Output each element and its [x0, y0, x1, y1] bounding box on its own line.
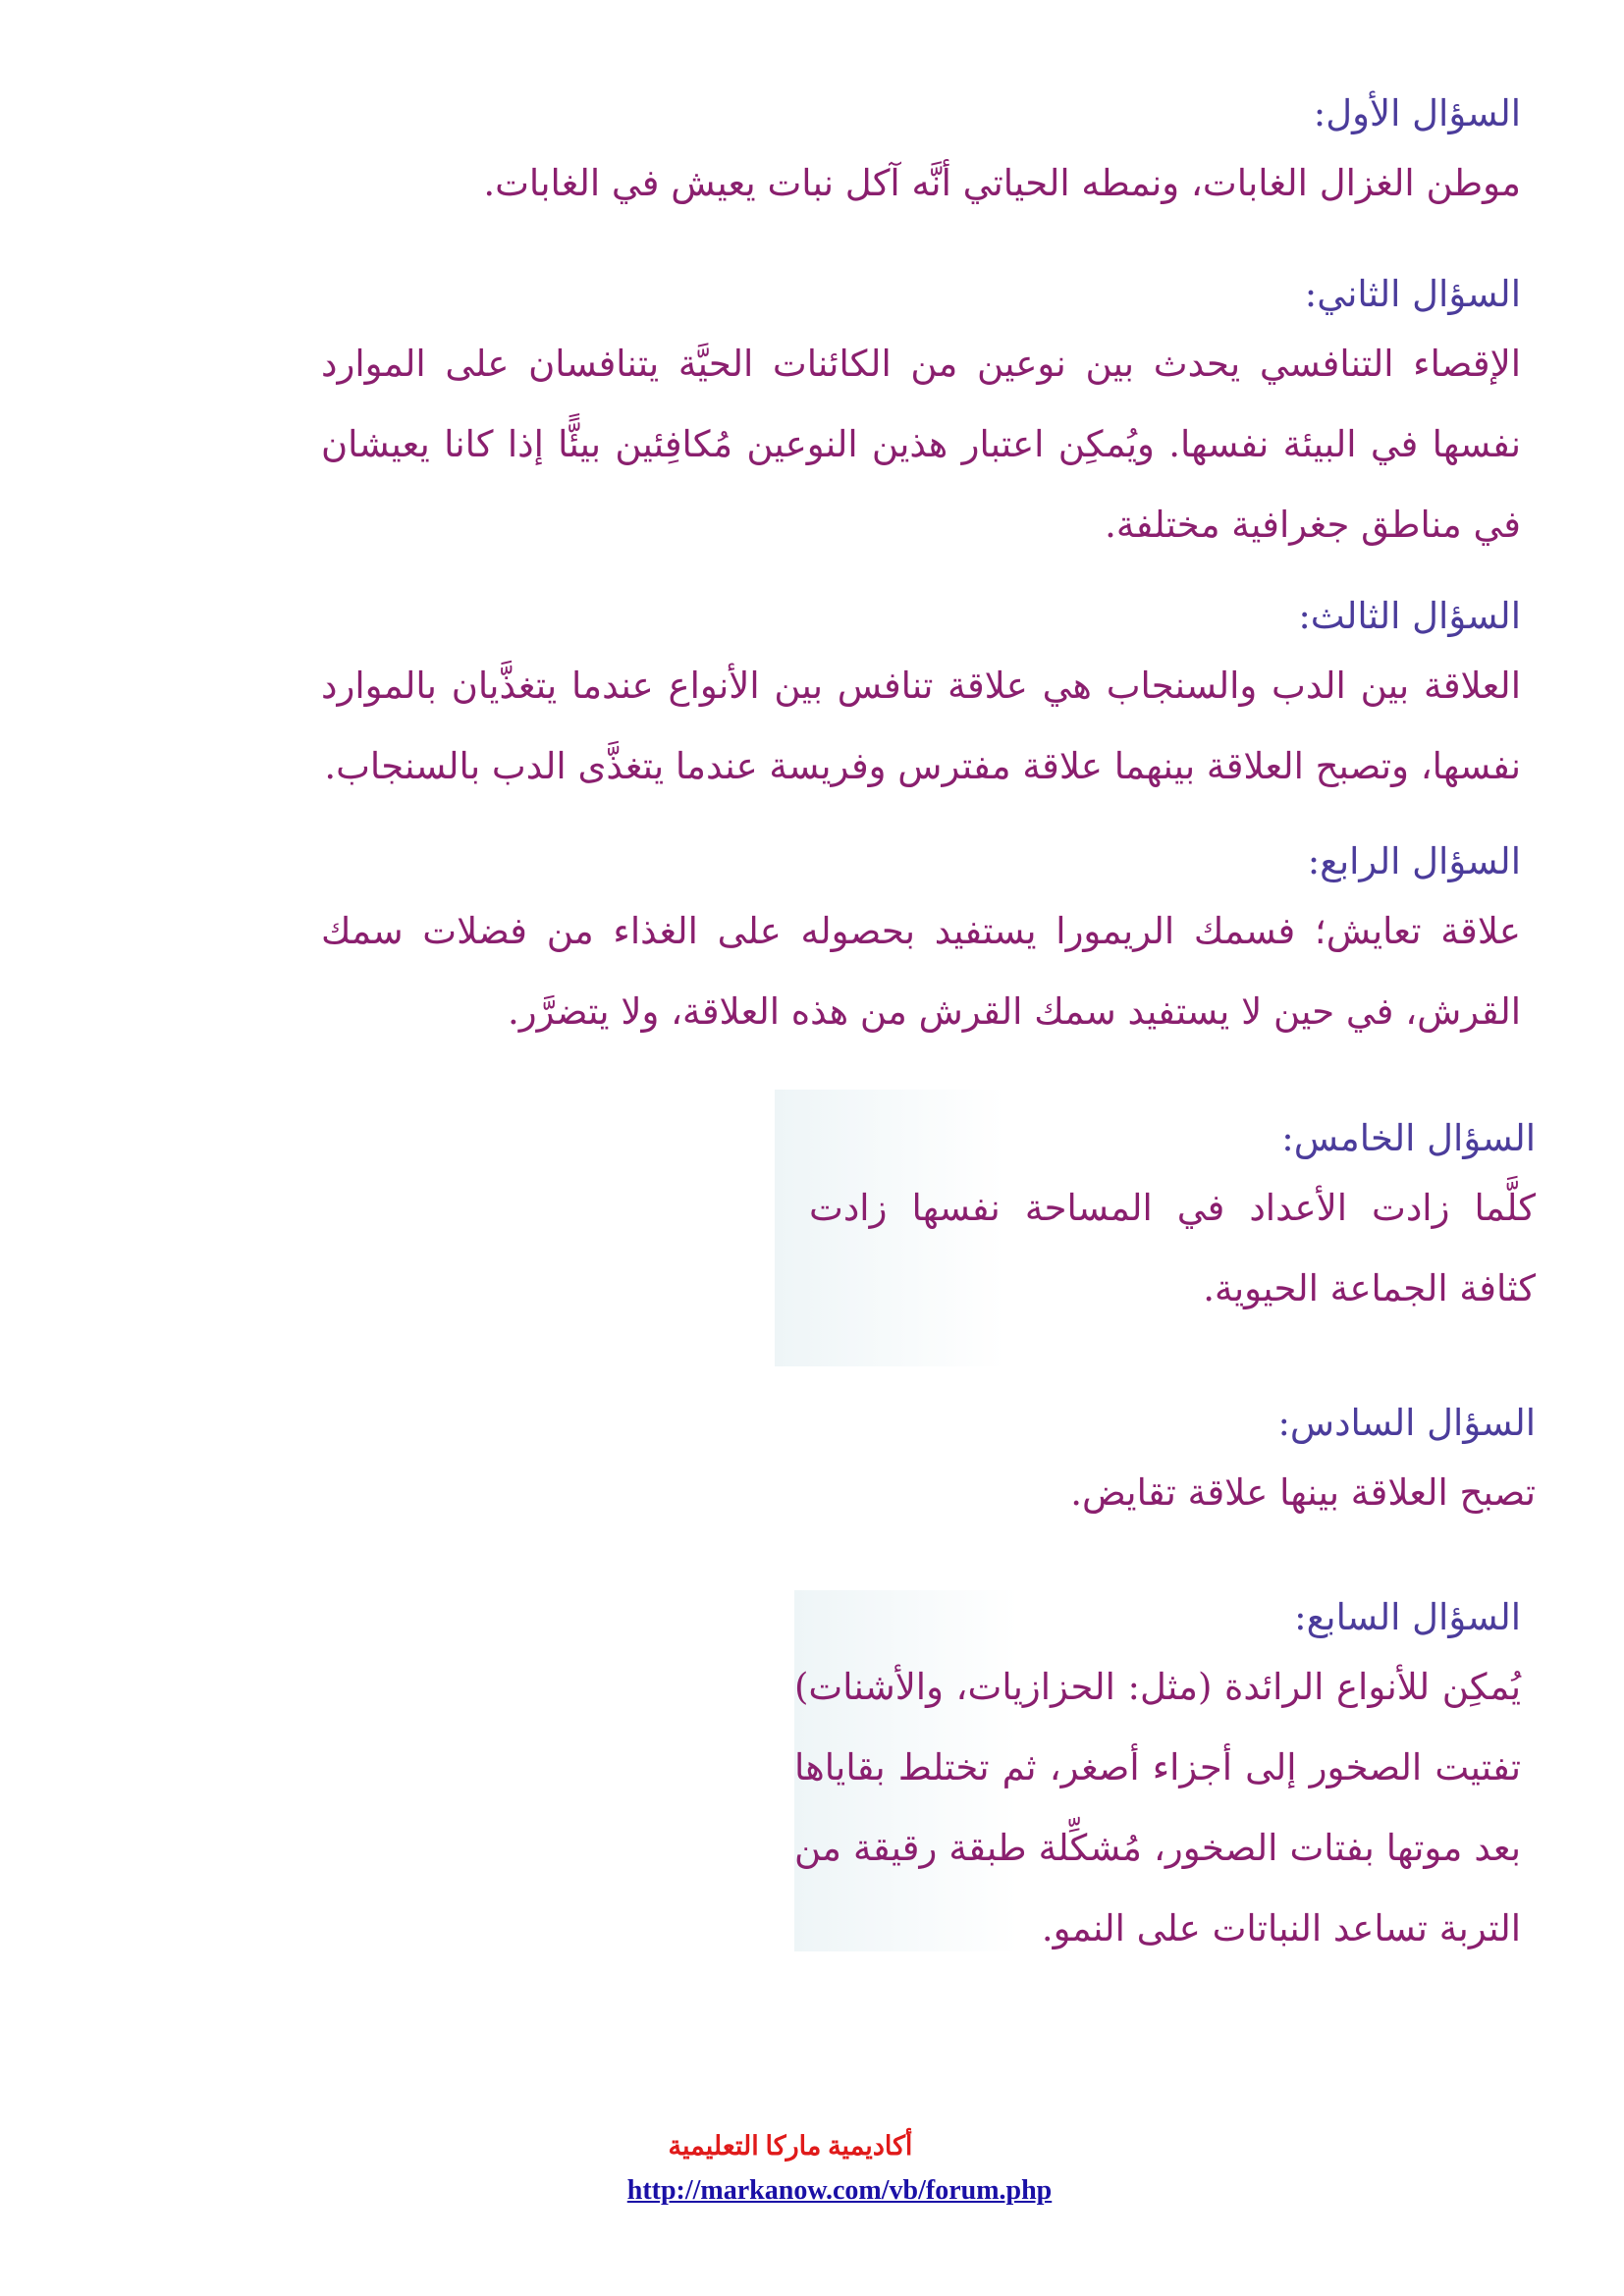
question-3-heading: السؤال الثالث:: [1298, 595, 1521, 637]
question-2-answer: الإقصاء التنافسي يحدث بين نوعين من الكائنات الحيَّة يتنافسان على الموارد نفسها في البيئة نفسها. ويُمكِن اعتبار هذين النوعين مُكافِئين بيئًّا إذا كانا يعيشان في مناطق جغرافية مختلفة.: [321, 343, 1521, 546]
footer-academy-name: أكاديمية ماركا التعليمية: [668, 2131, 913, 2161]
question-4-answer: علاقة تعايش؛ فسمك الريمورا يستفيد بحصوله على الغذاء من فضلات سمك القرش، في حين لا يستفيد سمك القرش من هذه العلاقة، ولا يتضرَّر.: [321, 910, 1521, 1033]
question-7: [794, 1588, 1521, 1969]
question-1-heading: السؤال الأول:: [1313, 92, 1521, 134]
question-5-heading: السؤال الخامس:: [1281, 1117, 1536, 1159]
question-3: [321, 587, 1521, 807]
question-7-answer: يُمكِن للأنواع الرائدة (مثل: الحزازيات، والأشنات) تفتيت الصخور إلى أجزاء أصغر، ثم تختلط بقاياها بعد موتها بفتات الصخور، مُشكِّلة طبقة رقيقة من التربة تساعد النباتات على النمو.: [794, 1666, 1521, 1949]
question-1-answer: موطن الغزال الغابات، ونمطه الحياتي أنَّه آكل نبات يعيش في الغابات.: [483, 162, 1521, 204]
question-7-heading: السؤال السابع:: [1294, 1596, 1521, 1638]
question-2-heading: السؤال الثاني:: [1304, 273, 1521, 315]
question-4-heading: السؤال الرابع:: [1307, 840, 1521, 882]
question-2: [321, 265, 1521, 565]
question-4: [321, 832, 1521, 1052]
question-3-answer: العلاقة بين الدب والسنجاب هي علاقة تنافس بين الأنواع عندما يتغذَّيان بالموارد نفسها، وتصبح العلاقة بينهما علاقة مفترس وفريسة عندما يتغذَّى الدب بالسنجاب.: [321, 665, 1521, 787]
question-6-heading: السؤال السادس:: [1277, 1402, 1536, 1444]
question-5-answer: كلَّما زادت الأعداد في المساحة نفسها زادت كثافة الجماعة الحيوية.: [809, 1187, 1536, 1309]
question-6-answer: تصبح العلاقة بينها علاقة تقايض.: [1070, 1471, 1536, 1514]
question-5: [809, 1109, 1536, 1329]
question-6: [789, 1394, 1536, 1533]
question-1: [97, 84, 1521, 224]
footer-forum-link[interactable]: http://markanow.com/vb/forum.php: [626, 2175, 1053, 2206]
